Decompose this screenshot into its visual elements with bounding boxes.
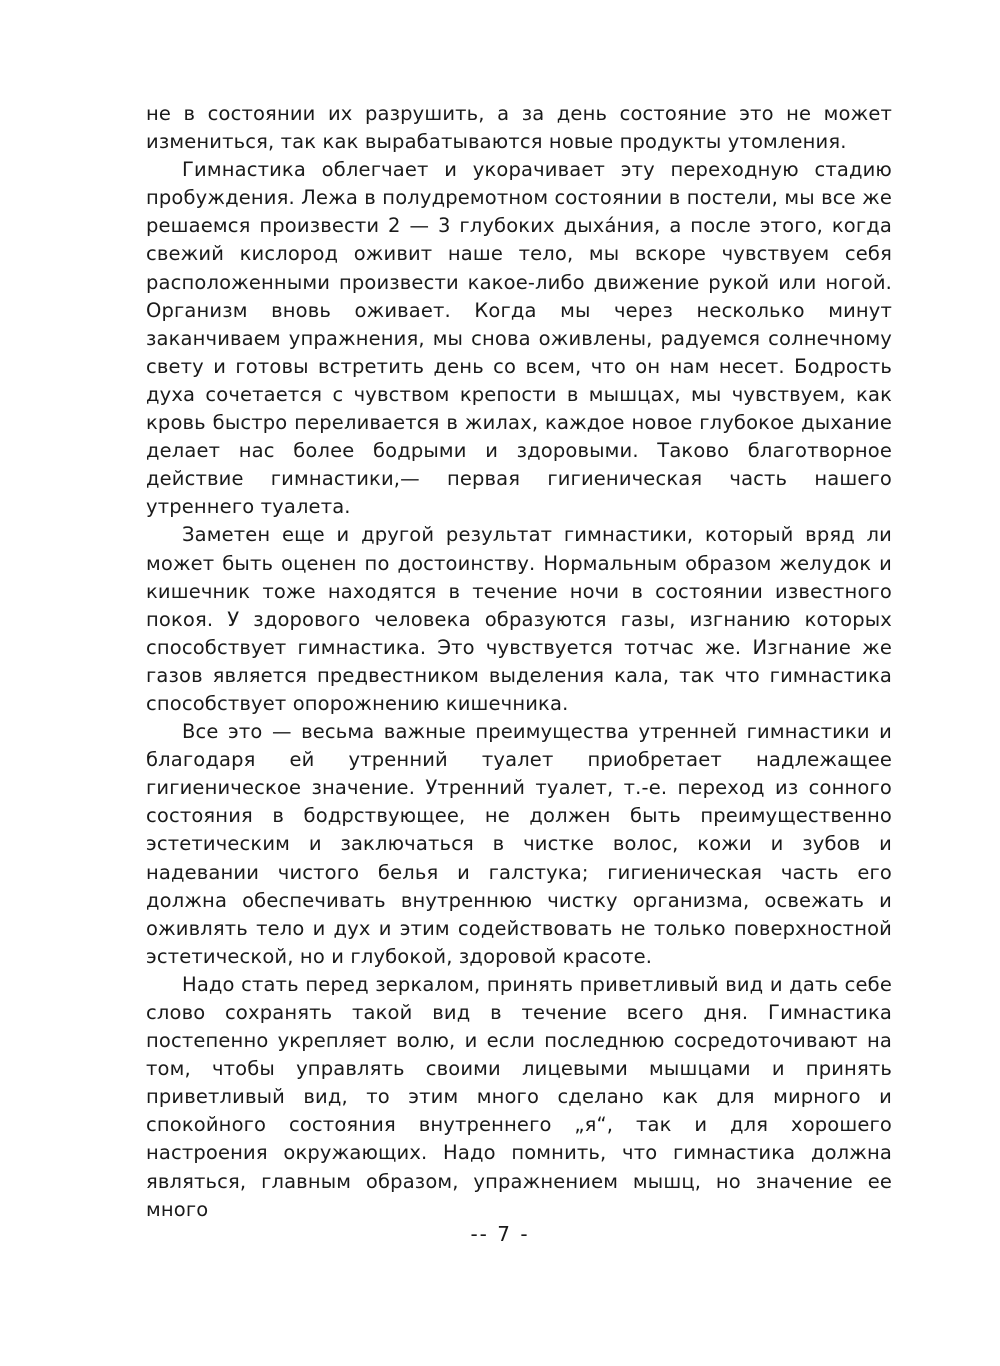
paragraph-digestion: Заметен еще и другой результат гимнастики, который вряд ли может быть оценен по достоинству. Нормальным образом желудок и кишечник тоже находятся в течение ночи в состоянии известного покоя. У здорового человека образуются газы, изгнанию которых способствует гимнастика. Это чувствуется тотчас же. Изгнание же газов является предвестником выделения кала, так что гимнастика способствует опорожнению кишечника.	[146, 523, 892, 715]
paragraph-gymnastics-awakening: Гимнастика облегчает и укорачивает эту переходную стадию пробуждения. Лежа в полудремотном состоянии в постели, мы все же решаемся произвести 2 — 3 глубоких дыха́ния, а после этого, когда свежий кислород оживит наше тело, мы вскоре чувствуем себя расположенными произвести какое-либо движение рукой или ногой. Организм вновь оживает. Когда мы через несколько минут заканчиваем упражнения, мы снова оживлены, радуемся солнечному свету и готовы встретить день со всем, что он нам несет. Бодрость духа сочетается с чувством крепости в мышцах, мы чувствуем, как кровь быстро переливается в жилах, каждое новое глубокое дыхание делает нас более бодрыми и здоровыми. Таково благотворное действие гимнастики,— первая гигиеническая часть нашего утреннего туалета.	[146, 158, 892, 519]
paragraph-morning-toilet: Все это — весьма важные преимущества утренней гимнастики и благодаря ей утренний туалет приобретает надлежащее гигиеническое значение. Утренний туалет, т.-е. переход из сонного состояния в бодрствующее, не должен быть преимущественно эстетическим и заключаться в чистке волос, кожи и зубов и надевании чистого белья и галстука; гигиеническая часть его должна обеспечивать внутреннюю чистку организма, освежать и оживлять тело и дух и этим содействовать не только поверхностной эстетической, но и глубокой, здоровой красоте.	[146, 720, 892, 968]
page-number: -- 7 -	[470, 1222, 530, 1246]
paragraph-continuation: не в состоянии их разрушить, а за день состояние это не может измениться, так как вырабатываются новые продукты утомления.	[146, 102, 892, 154]
body-text	[146, 100, 892, 1224]
paragraph-mirror: Надо стать перед зеркалом, принять приветливый вид и дать себе слово сохранять такой вид в течение всего дня. Гимнастика постепенно укрепляет волю, и если последнюю сосредоточивают на том, чтобы управлять своими лицевыми мышцами и принять приветливый вид, то этим много сделано как для мирного и спокойного состояния внутреннего „я“, так и для хорошего настроения окружающих. Надо помнить, что гимнастика должна являться, главным образом, упражнением мышц, но значение ее много	[146, 972, 892, 1221]
